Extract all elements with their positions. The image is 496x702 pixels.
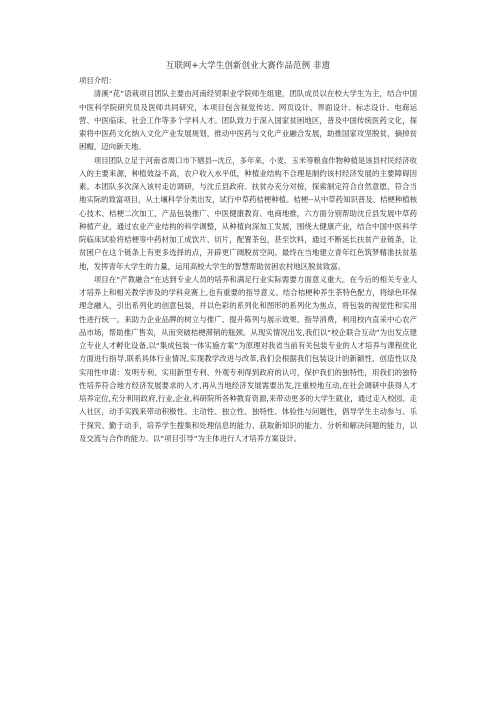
section-label: 项目介绍： [79, 76, 116, 85]
paragraph-project-base: 项目团队立足于河南省周口市下辖县--沈丘，多年来，小麦、玉米等粮食作物种植是该县村民经济收入的主要来源，种植效益不高，农户收入水平低，种植业结构不合理是制约该村经济发展的主要障碍因素。本团队多次深入该村走访调研，与沈丘县政府、扶贫办充分对接，探索制定符合自然意愿、符合当地实际的致富项目，从土壤科学分类出发，试行中草药桔梗种植。桔梗--从中草药知识普及、桔梗种植核心技术、桔梗二次加工，产品包装推广、中医健康教育、电商地推，六方面分别帮助沈丘县发展中草药种植产业，通过农业产业结构的科学调整，从种植向深加工发展，围绕大健康产业，结合中国中医科学院临床试验将桔梗等中药材加工成饮片、切片，配置茶包，甚至饮料，通过不断延长扶贫产业链条，让贫困户在这个链条上有更多选择的点，开辟更广阔脱贫空间。最终在当地建立青年红色筑梦精准扶贫基地，发挥青年大学生的力量，运用高校大学生的智慧帮助贫困农村地区脱贫致富。 [79, 155, 417, 271]
paragraph-team-intro: 清溪“花”语栽项目团队主要由河南经贸职业学院师生组建，团队成员以在校大学生为主，结合中国中医科学院研究员及医师共同研究，本项目包含视觉传达、网页设计、界面设计、标志设计、电商运营、中医临床、社会工作等多个学科人才。团队致力于深入国家贫困地区，普及中国传统医药文化，探索将中医药文化纳入文化产业发展规划，推动中医药与文化产业融合发展，助推国家攻坚脱贫，摘掉贫困帽，迈向新天地。 [79, 89, 417, 152]
document-body [79, 74, 417, 445]
paragraph-project-significance: 项目在“产教融合”在达到专业人员的培养和满足行业实际需要方面意义重大。在今后的相关专业人才培养上和相关教学涉及的学科竞赛上,也有重要的指导意义。结合桔梗种养生茶特色配方，将绿色环保理念融入，引出系列化的创意包装，并以色彩的系列化和图形的系列化为焦点，将包装的视觉性和实用性进行统一。来助力企业品牌的树立与推广、提升陈列与展示效果、指导消费，利用校内直采中心农产品市场，帮助推广售卖，从而突破桔梗滞销的瓶颈。从现实情况出发,我们以“校企联合互动”为出发点建立专业人才孵化设备,以“集成包装一体实施方案”为原理对我省当前有关包装专业的人才培养与课程优化方面进行指导,联系具体行业情况,实现教学改进与改革,我们会根据我们包装设计的新颖性、创造性以及实用性申请：发明专利、实用新型专利、外观专利得到政府的认可，保护我们的独特性，用我们的独特性培养符合地方经济发展要求的人才,再从当地经济发展需要出发,注重校地互动,在社会调研中获得人才培养定位,充分利用政府,行业,企业,科研院所各种教育资源,来带动更多的大学生就业，通过走入校园、走入社区，动手实践来带动积极性、主动性、独立性、独特性、体验性与问题性，倡导学生主动参与、乐于探究、勤于动手，培养学生搜集和处理信息的能力、获取新知识的能力、分析和解决问题的能力，以及交流与合作的能力。以“项目引导”为主体进行人才培养方案设计。 [79, 274, 417, 443]
document-title: 互联网+大学生创新创业大赛作品范例 非遗 [165, 60, 331, 70]
